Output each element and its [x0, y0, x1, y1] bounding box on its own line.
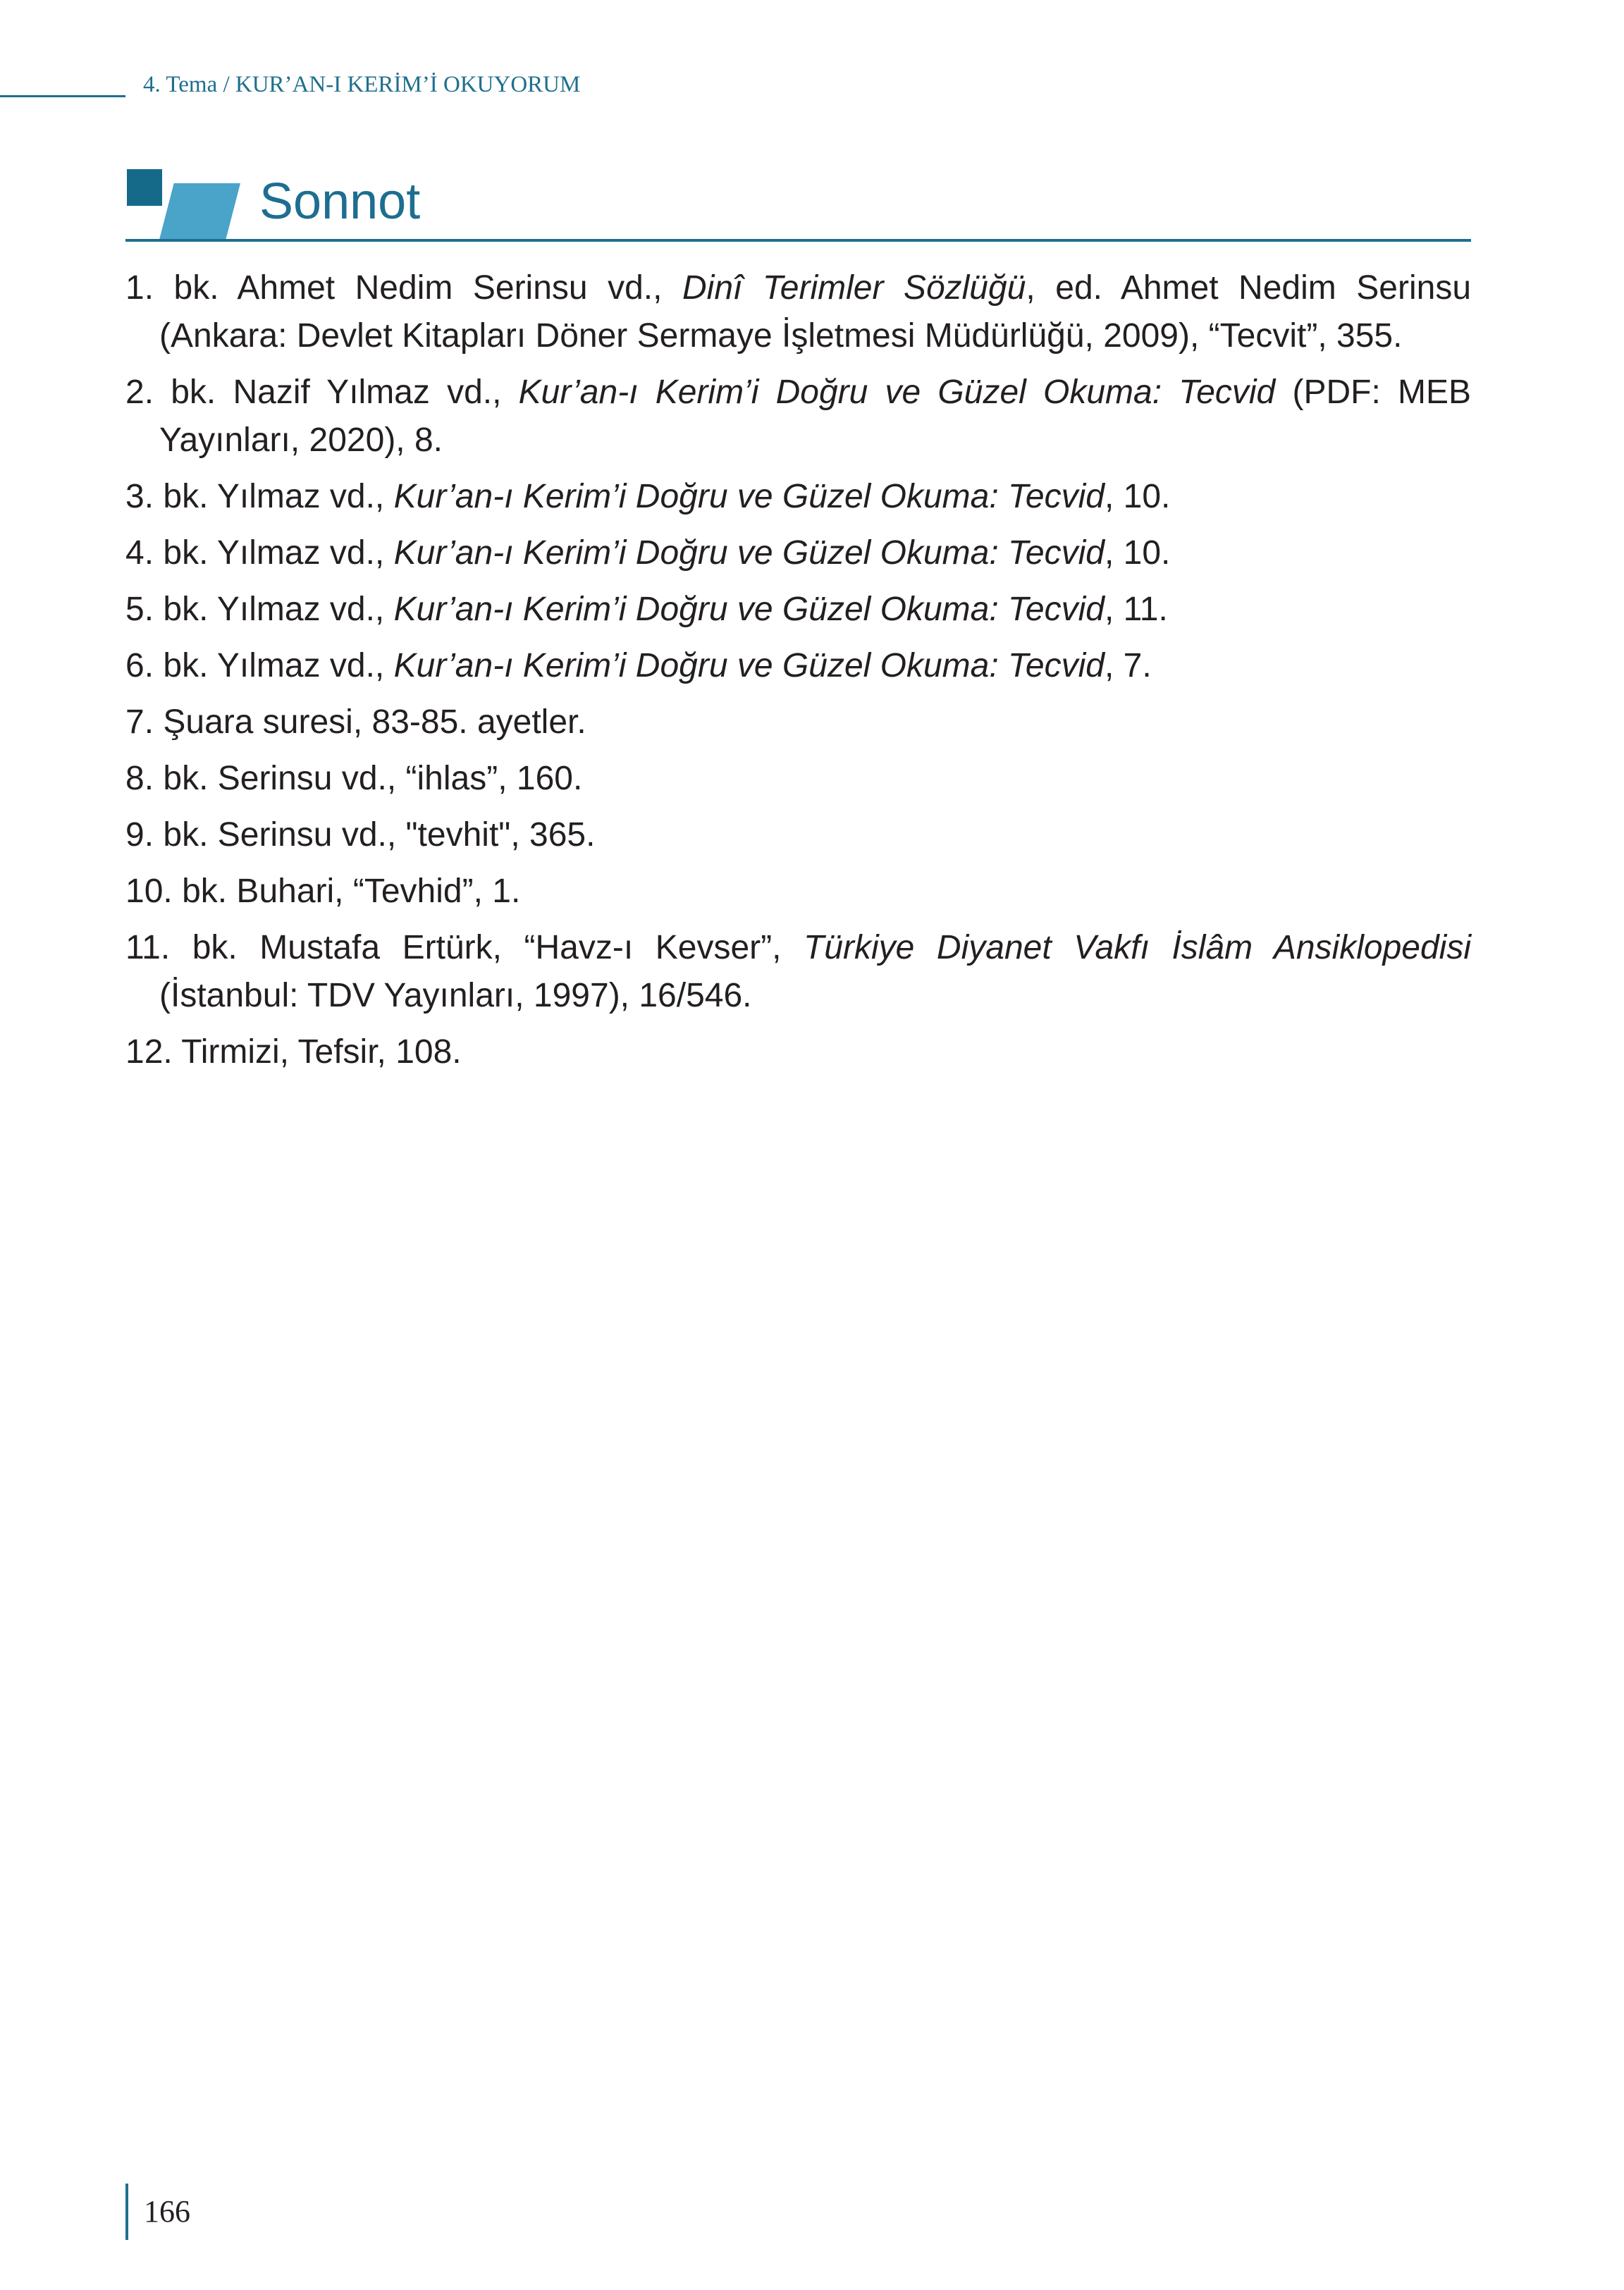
endnote-text: (PDF: MEB Yayınları, 2020), 8.	[159, 374, 1472, 459]
section-title: Sonnot	[259, 173, 421, 230]
endnote-text: 4. bk. Yılmaz vd.,	[125, 534, 394, 572]
endnote-text: 11. bk. Mustafa Ertürk, “Havz-ı Kevser”,	[125, 929, 804, 966]
endnote-item	[125, 264, 1471, 360]
running-head-rule	[0, 95, 125, 97]
header-square-icon	[127, 169, 162, 206]
endnote-text: (İstanbul: TDV Yayınları, 1997), 16/546.	[159, 977, 752, 1014]
endnote-item	[125, 755, 1471, 803]
endnote-text: 7. Şuara suresi, 83-85. ayetler.	[125, 703, 586, 741]
endnote-item	[125, 473, 1471, 521]
endnote-text: 8. bk. Serinsu vd., “ihlas”, 160.	[125, 760, 583, 797]
endnote-italic-title: Kur’an-ı Kerim’i Doğru ve Güzel Okuma: Tecvid	[393, 647, 1105, 684]
endnote-italic-title: Kur’an-ı Kerim’i Doğru ve Güzel Okuma: Tecvid	[393, 478, 1105, 515]
endnote-item	[125, 924, 1471, 1020]
endnote-text: 10. bk. Buhari, “Tevhid”, 1.	[125, 873, 521, 910]
endnote-item	[125, 868, 1471, 916]
endnote-item	[125, 529, 1471, 577]
endnote-text: 1. bk. Ahmet Nedim Serinsu vd.,	[125, 269, 682, 307]
endnote-italic-title: Kur’an-ı Kerim’i Doğru ve Güzel Okuma: Tecvid	[393, 534, 1105, 572]
endnote-text: 12. Tirmizi, Tefsir, 108.	[125, 1033, 462, 1071]
endnote-text: , 11.	[1104, 591, 1168, 628]
endnote-text: , 7.	[1104, 647, 1152, 684]
endnote-item	[125, 586, 1471, 634]
section-header	[125, 164, 1471, 245]
endnote-italic-title: Kur’an-ı Kerim’i Doğru ve Güzel Okuma: Tecvid	[393, 591, 1105, 628]
endnote-item	[125, 642, 1471, 690]
section-title-rule	[125, 239, 1471, 242]
endnote-italic-title: Türkiye Diyanet Vakfı İslâm Ansiklopedisi	[804, 929, 1471, 966]
endnote-item	[125, 698, 1471, 746]
page-number-rule	[125, 2184, 128, 2240]
endnotes-list	[125, 264, 1471, 1085]
endnote-text: , ed. Ahmet Nedim Serinsu (Ankara: Devlet Kitapları Döner Sermaye İşletmesi Müdürlüğü, 2009), “Tecvit”, 355.	[159, 269, 1472, 355]
endnote-text: 3. bk. Yılmaz vd.,	[125, 478, 394, 515]
endnote-text: 2. bk. Nazif Yılmaz vd.,	[125, 374, 519, 411]
endnote-text: , 10.	[1104, 534, 1171, 572]
endnote-item	[125, 1028, 1471, 1076]
endnote-text: 6. bk. Yılmaz vd.,	[125, 647, 394, 684]
endnote-item	[125, 369, 1471, 464]
running-head: 4. Tema / KUR’AN-I KERİM’İ OKUYORUM	[143, 72, 581, 97]
endnote-text: , 10.	[1104, 478, 1171, 515]
endnote-text: 5. bk. Yılmaz vd.,	[125, 591, 394, 628]
endnote-italic-title: Kur’an-ı Kerim’i Doğru ve Güzel Okuma: Tecvid	[518, 374, 1276, 411]
endnote-text: 9. bk. Serinsu vd., "tevhit", 365.	[125, 816, 596, 854]
header-parallelogram-icon	[159, 183, 240, 240]
endnote-italic-title: Dinî Terimler Sözlüğü	[682, 269, 1026, 307]
endnote-item	[125, 811, 1471, 859]
page-number: 166	[144, 2194, 190, 2229]
